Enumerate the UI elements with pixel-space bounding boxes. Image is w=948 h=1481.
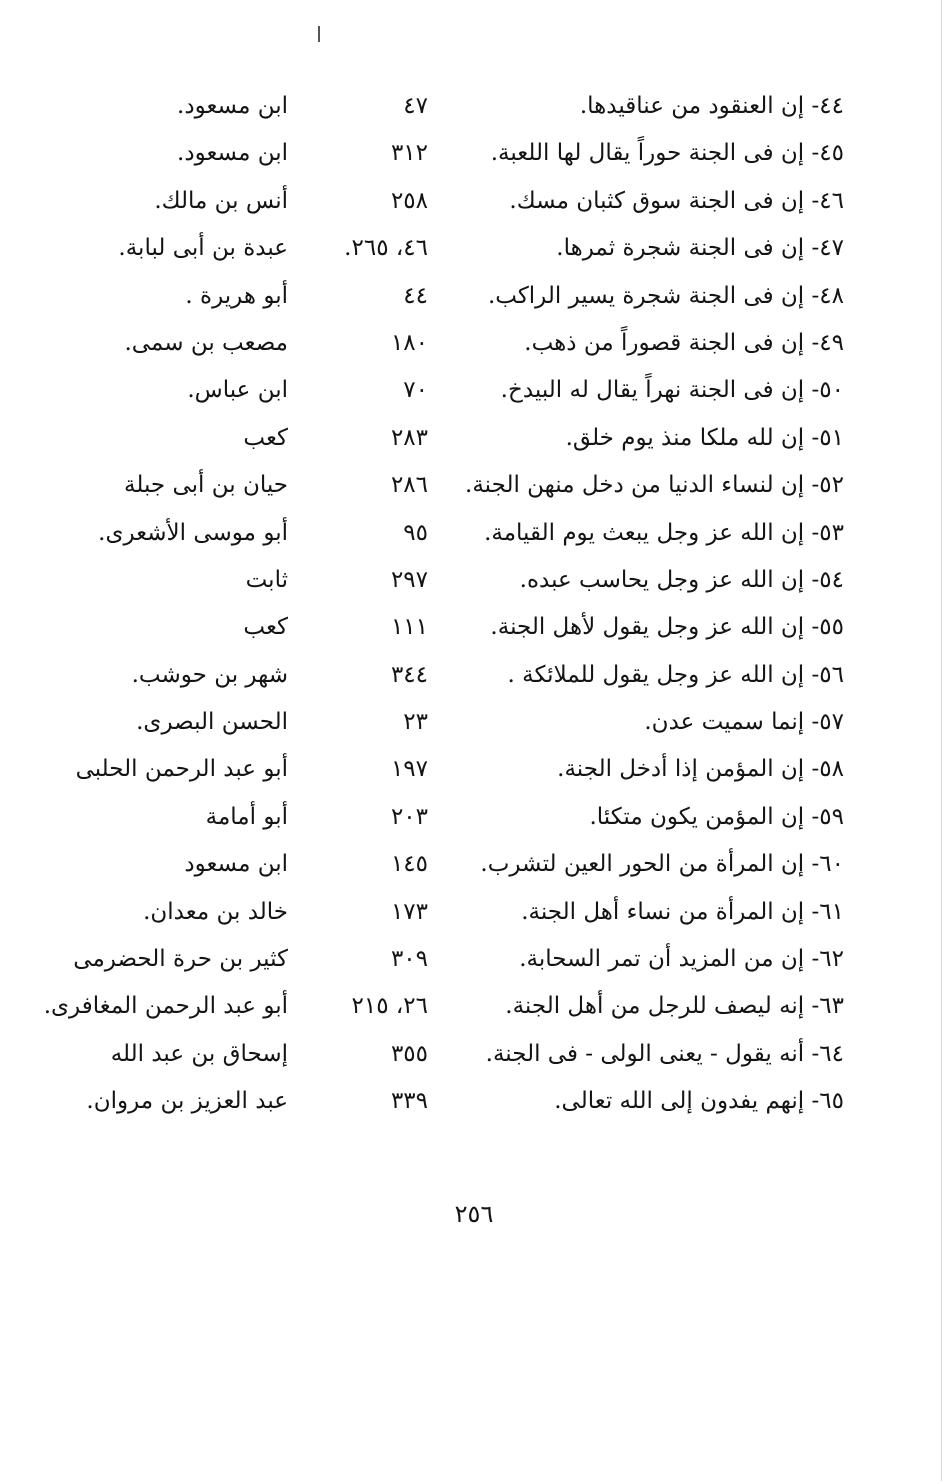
entry-title: ٥٣- إن الله عز وجل يبعث يوم القيامة. (484, 519, 844, 546)
entry-title: ٥٩- إن المؤمن يكون متكئا. (589, 803, 844, 830)
entry-title: ٤٤- إن العنقود من عناقيدها. (579, 93, 844, 119)
index-entry (0, 273, 948, 320)
entry-narrator: عبدة بن أبى لبابة. (118, 235, 288, 262)
entry-page-ref: ١١١ (390, 614, 428, 641)
index-entry (0, 130, 948, 177)
index-entry (0, 936, 948, 983)
entry-narrator: أبو عبد الرحمن المغافرى. (43, 993, 288, 1020)
scan-mark (318, 26, 320, 42)
entry-page-ref: ٢٨٣ (390, 424, 428, 451)
entry-page-ref: ٢٣ (403, 709, 428, 736)
page-number: ٢٥٦ (454, 1200, 494, 1228)
index-entry (0, 415, 948, 462)
index-entry (0, 794, 948, 841)
entry-page-ref: ٢٩٧ (390, 566, 428, 593)
entry-page-ref: ٤٧ (403, 93, 428, 119)
entry-narrator: شهر بن حوشب. (131, 661, 288, 688)
entry-title: ٥٢- إن لنساء الدنيا من دخل منهن الجنة. (465, 472, 844, 499)
index-entry (0, 699, 948, 746)
entry-narrator: أبو هريرة . (185, 282, 288, 309)
entry-narrator: أبو عبد الرحمن الحلبى (75, 756, 288, 783)
entry-narrator: كثير بن حرة الحضرمى (73, 946, 288, 973)
entry-page-ref: ٣٤٤ (390, 661, 428, 688)
entry-page-ref: ٤٦، ٢٦٥. (344, 235, 428, 262)
entry-narrator: عبد العزيز بن مروان. (86, 1088, 288, 1115)
entry-page-ref: ٣٣٩ (390, 1088, 428, 1115)
entry-narrator: ابن عباس. (187, 377, 288, 404)
index-entry (0, 367, 948, 414)
index-entry (0, 225, 948, 272)
index-entry (0, 746, 948, 793)
entry-narrator: ابن مسعود. (177, 93, 288, 119)
entry-title: ٥٠- إن فى الجنة نهراً يقال له البيدخ. (500, 377, 844, 404)
index-entry (0, 889, 948, 936)
index-entry (0, 1031, 948, 1078)
entry-title: ٥٨- إن المؤمن إذا أدخل الجنة. (557, 756, 844, 783)
entry-narrator: مصعب بن سمى. (124, 329, 288, 356)
index-entry (0, 652, 948, 699)
entry-title: ٤٥- إن فى الجنة حوراً يقال لها اللعبة. (490, 140, 844, 167)
index-entry (0, 83, 948, 130)
entry-title: ٥٤- إن الله عز وجل يحاسب عبده. (519, 566, 844, 593)
entry-page-ref: ٣٥٥ (390, 1040, 428, 1067)
entry-narrator: أبو موسى الأشعرى. (98, 519, 288, 546)
entry-page-ref: ٢٠٣ (390, 803, 428, 830)
entry-narrator: ابن مسعود. (177, 140, 288, 167)
hadith-index-list (0, 83, 948, 1126)
entry-title: ٦٥- إنهم يفدون إلى الله تعالى. (554, 1088, 844, 1115)
entry-page-ref: ٣٠٩ (390, 946, 428, 973)
entry-narrator: ثابت (245, 566, 288, 593)
entry-page-ref: ٣١٢ (390, 140, 428, 167)
entry-title: ٦٤- أنه يقول - يعنى الولى - فى الجنة. (485, 1040, 844, 1067)
entry-title: ٥٥- إن الله عز وجل يقول لأهل الجنة. (490, 614, 844, 641)
entry-narrator: ابن مسعود (184, 851, 288, 878)
entry-title: ٦٠- إن المرأة من الحور العين لتشرب. (480, 851, 844, 878)
entry-title: ٦١- إن المرأة من نساء أهل الجنة. (521, 898, 844, 925)
index-entry (0, 320, 948, 367)
entry-narrator: الحسن البصرى. (136, 709, 288, 736)
entry-page-ref: ٧٠ (403, 377, 428, 404)
index-entry (0, 604, 948, 651)
entry-page-ref: ١٧٣ (390, 898, 428, 925)
entry-page-ref: ٤٤ (403, 282, 428, 309)
entry-page-ref: ١٨٠ (390, 329, 428, 356)
entry-title: ٤٩- إن فى الجنة قصوراً من ذهب. (524, 329, 844, 356)
index-entry (0, 1078, 948, 1125)
entry-title: ٥٧- إنما سميت عدن. (644, 709, 844, 736)
index-entry (0, 510, 948, 557)
entry-narrator: أنس بن مالك. (154, 187, 288, 214)
entry-page-ref: ٢٦، ٢١٥ (351, 993, 428, 1020)
index-entry (0, 557, 948, 604)
index-entry (0, 841, 948, 888)
entry-page-ref: ١٤٥ (390, 851, 428, 878)
entry-narrator: حيان بن أبى جبلة (124, 472, 288, 499)
entry-title: ٤٦- إن فى الجنة سوق كثبان مسك. (509, 187, 844, 214)
index-entry (0, 462, 948, 509)
entry-narrator: كعب (243, 424, 288, 451)
entry-narrator: إسحاق بن عبد الله (110, 1040, 288, 1067)
entry-page-ref: ٢٨٦ (390, 472, 428, 499)
entry-title: ٦٢- إن من المزيد أن تمر السحابة. (519, 946, 844, 973)
entry-narrator: خالد بن معدان. (143, 898, 288, 925)
entry-title: ٦٣- إنه ليصف للرجل من أهل الجنة. (505, 993, 844, 1020)
entry-title: ٥١- إن لله ملكا منذ يوم خلق. (565, 424, 844, 451)
index-entry (0, 983, 948, 1030)
entry-page-ref: ٢٥٨ (390, 187, 428, 214)
entry-narrator: كعب (243, 614, 288, 641)
entry-page-ref: ١٩٧ (390, 756, 428, 783)
entry-title: ٤٨- إن فى الجنة شجرة يسير الراكب. (487, 282, 844, 309)
entry-title: ٥٦- إن الله عز وجل يقول للملائكة . (507, 661, 844, 688)
entry-page-ref: ٩٥ (403, 519, 428, 546)
entry-title: ٤٧- إن فى الجنة شجرة ثمرها. (556, 235, 844, 262)
entry-narrator: أبو أمامة (205, 803, 288, 830)
index-entry (0, 178, 948, 225)
